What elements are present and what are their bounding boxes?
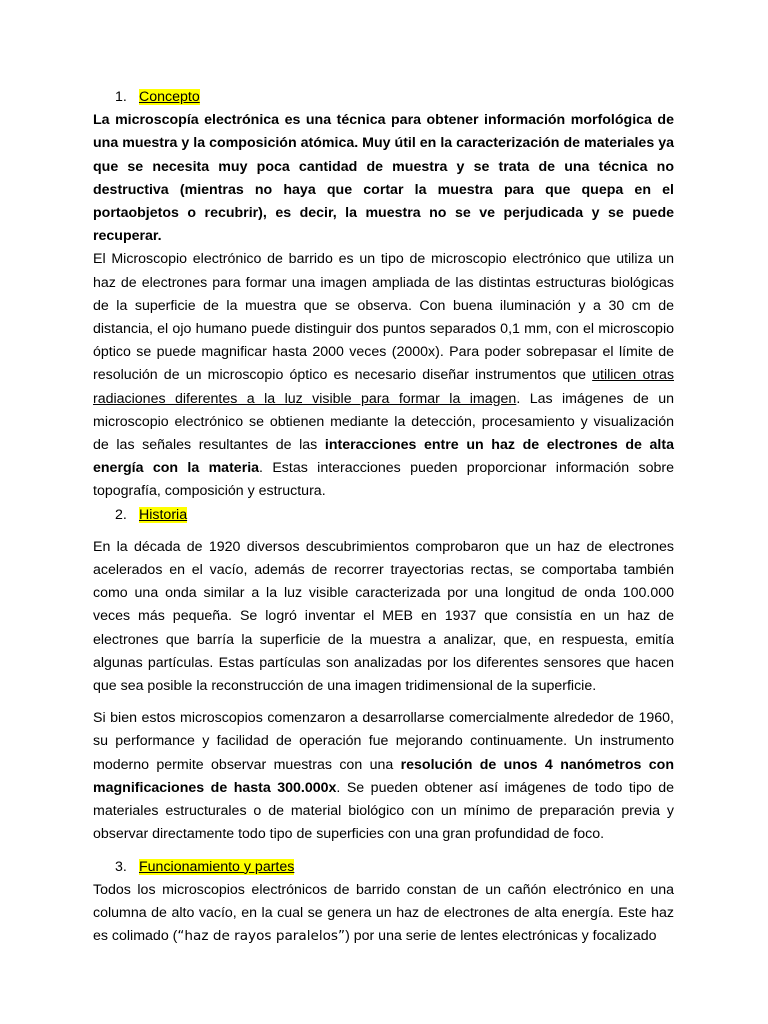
document-page <box>93 86 674 948</box>
text-run: . Estas interacciones pueden proporcionar información sobre topografía, composición y estructura. <box>93 460 674 500</box>
section-heading-funcionamiento <box>93 856 674 879</box>
underlined-text: utilicen otras radiaciones diferentes a la luz visible para formar la imagen <box>93 367 674 407</box>
text-run: El Microscopio electrónico de barrido es un tipo de microscopio electrónico que utiliza un haz de electrones para formar una imagen ampliada de las distintas estructuras biológicas de la superficie de la muestra que se observa. Con buena iluminación y a 30 cm de distancia, el ojo humano puede distinguir dos puntos separados 0,1 mm, con el microscopio óptico se puede magnificar hasta 2000 veces (2000x). Para poder sobrepasar el límite de resolución de un microscopio óptico es necesario diseñar instrumentos que <box>93 251 674 384</box>
section-number: 3. <box>115 858 127 875</box>
text-run: Todos los microscopios electrónicos de barrido constan de un cañón electrónico en una columna de alto vacío, en la cual se genera un haz de electrones de alta energía. Este haz es colimado ( <box>93 881 674 945</box>
text-run: ) por una serie de lentes electrónicas y focalizado <box>345 928 657 945</box>
section-heading-historia <box>93 504 674 527</box>
section-number: 1. <box>115 89 127 105</box>
text-run: . Se pueden obtener así imágenes de todo tipo de materiales estructurales o de material biológico con un mínimo de preparación previa y observar directamente todo tipo de superficies con una gran profundidad de foco. <box>93 779 674 843</box>
historia-paragraph-2 <box>93 707 674 846</box>
bold-text: resolución de unos 4 nanómetros con magnificaciones de hasta 300.000x <box>93 756 674 796</box>
historia-paragraph-1: En la década de 1920 diversos descubrimientos comprobaron que un haz de electrones acelerados en el vacío, además de recorrer trayectorias rectas, se comportaba también como una onda similar a la luz visible caracterizada por una longitud de onda 100.000 veces más pequeña. Se logró inventar el MEB en 1937 que consistía en un haz de electrones que barría la superficie de la muestra a analizar, que, en respuesta, emitía algunas partículas. Estas partículas son analizadas por los diferentes sensores que hacen que sea posible la reconstrucción de una imagen tridimensional de la superficie. <box>93 538 674 695</box>
section-number: 2. <box>115 506 127 523</box>
bold-text: interacciones entre un haz de electrones de alta energía con la materia <box>93 437 674 477</box>
section-label: Concepto <box>139 89 200 105</box>
concepto-paragraph <box>93 248 674 503</box>
section-heading-concepto <box>93 86 674 109</box>
text-run: Si bien estos microscopios comenzaron a desarrollarse comercialmente alrededor de 1960, su performance y facilidad de operación fue mejorando continuamente. Un instrumento moderno permite observar muestras con una <box>93 710 674 773</box>
section-label: Historia <box>139 506 188 523</box>
concepto-bold-paragraph: La microscopía electrónica es una técnica para obtener información morfológica de una muestra y la composición atómica. Muy útil en la caracterización de materiales ya que se necesita muy poca cantidad de muestra y se trata de una técnica no destructiva (mientras no haya que cortar la muestra para que quepa en el portaobjetos o recubrir), es decir, la muestra no se ve perjudicada y se puede recuperar. <box>93 112 674 245</box>
text-run: . Las imágenes de un microscopio electrónico se obtienen mediante la detección, procesamiento y visualización de las señales resultantes de las <box>93 390 674 454</box>
funcionamiento-paragraph <box>93 879 674 949</box>
section-label: Funcionamiento y partes <box>139 858 295 875</box>
quoted-text: “haz de rayos paralelos” <box>177 928 346 945</box>
